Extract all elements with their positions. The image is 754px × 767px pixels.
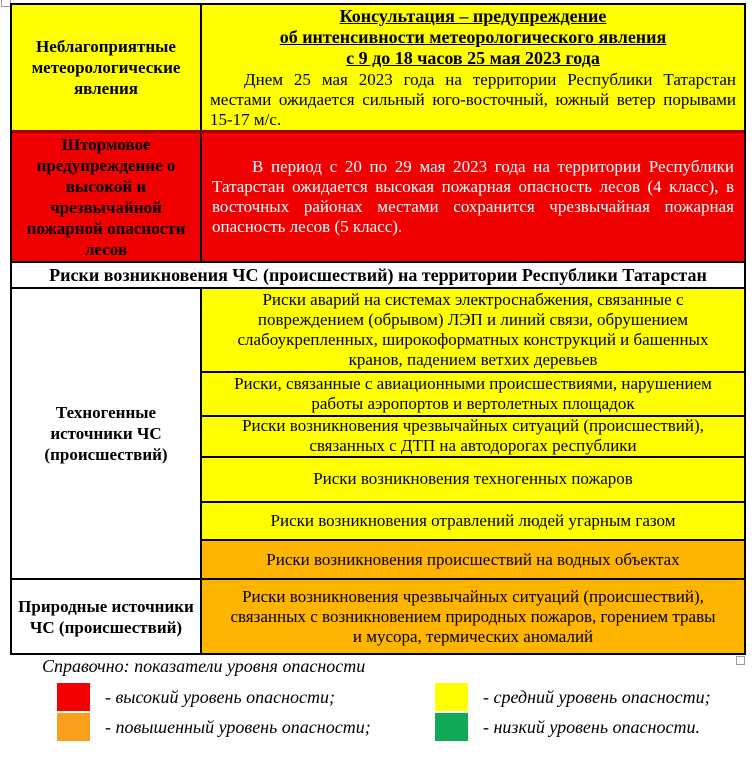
risk-item-road-accidents: Риски возникновения чрезвычайных ситуаций (происшествий), связанных с ДТП на автодорогах республики (202, 417, 744, 458)
low-danger-swatch (435, 713, 468, 741)
elevated-danger-swatch (57, 713, 90, 741)
legend-item-low (435, 713, 700, 741)
meteo-row (12, 5, 744, 133)
risk-item-technogenic-fires: Риски возникновения техногенных пожаров (202, 458, 744, 503)
high-danger-label: - высокий уровень опасности; (105, 687, 336, 707)
technogenic-risks-list (202, 289, 744, 578)
risk-item-natural-fires: Риски возникновения чрезвычайных ситуаций (происшествий), связанных с возникновением природных пожаров, горением травы и мусора, термических аномалий (202, 580, 744, 653)
consultation-title-line-2: об интенсивности метеорологического явления (279, 26, 667, 47)
table-resize-handle[interactable] (736, 656, 745, 665)
medium-danger-label: - средний уровень опасности; (483, 687, 711, 707)
storm-warning-row (12, 133, 744, 263)
consultation-title-line-1: Консультация – предупреждение (339, 5, 607, 26)
storm-warning-content (202, 133, 744, 261)
consultation-body: Днем 25 мая 2023 года на территории Республики Татарстан местами ожидается сильный юго-восточный, южный ветер порывами 15-17 м/с. (210, 69, 736, 129)
storm-warning-body: В период с 20 по 29 мая 2023 года на территории Республики Татарстан ожидается высокая пожарная опасность лесов (4 класс), в восточных районах местами сохранится чрезвычайная пожарная опасность лесов (5 класс). (212, 157, 734, 236)
risk-item-aviation: Риски, связанные с авиационными происшествиями, нарушением работы аэропортов и вертолетных площадок (202, 373, 744, 417)
elevated-danger-label: - повышенный уровень опасности; (105, 717, 371, 737)
technogenic-label: Техногенные источники ЧС (происшествий) (12, 289, 202, 578)
natural-label: Природные источники ЧС (происшествий) (12, 580, 202, 653)
risk-item-water-objects: Риски возникновения происшествий на водных объектах (202, 541, 744, 578)
natural-row (12, 580, 744, 653)
meteo-row-label: Неблагоприятные метеорологические явления (12, 5, 202, 130)
legend-item-medium (435, 683, 711, 711)
legend-item-high (57, 683, 335, 711)
meteo-row-content (202, 5, 744, 130)
technogenic-row (12, 289, 744, 580)
medium-danger-swatch (435, 683, 468, 711)
legend-item-elevated (57, 713, 371, 741)
hazard-bulletin-table (10, 3, 746, 655)
consultation-title-line-3: с 9 до 18 часов 25 мая 2023 года (346, 47, 600, 68)
risk-item-power-lines: Риски аварий на системах электроснабжения, связанные с повреждением (обрывом) ЛЭП и линий связи, обрушением слабоукрепленных, широкоформатных конструкций и башенных кранов, падением ветхих деревьев (202, 289, 744, 373)
risks-section-header: Риски возникновения ЧС (происшествий) на территории Республики Татарстан (12, 263, 744, 289)
storm-warning-label: Штормовое предупреждение о высокой и чрезвычайной пожарной опасности лесов (12, 133, 202, 261)
risk-item-carbon-monoxide: Риски возникновения отравлений людей угарным газом (202, 503, 744, 542)
legend-title: Справочно: показатели уровня опасности (42, 656, 366, 676)
high-danger-swatch (57, 683, 90, 711)
low-danger-label: - низкий уровень опасности. (483, 717, 700, 737)
